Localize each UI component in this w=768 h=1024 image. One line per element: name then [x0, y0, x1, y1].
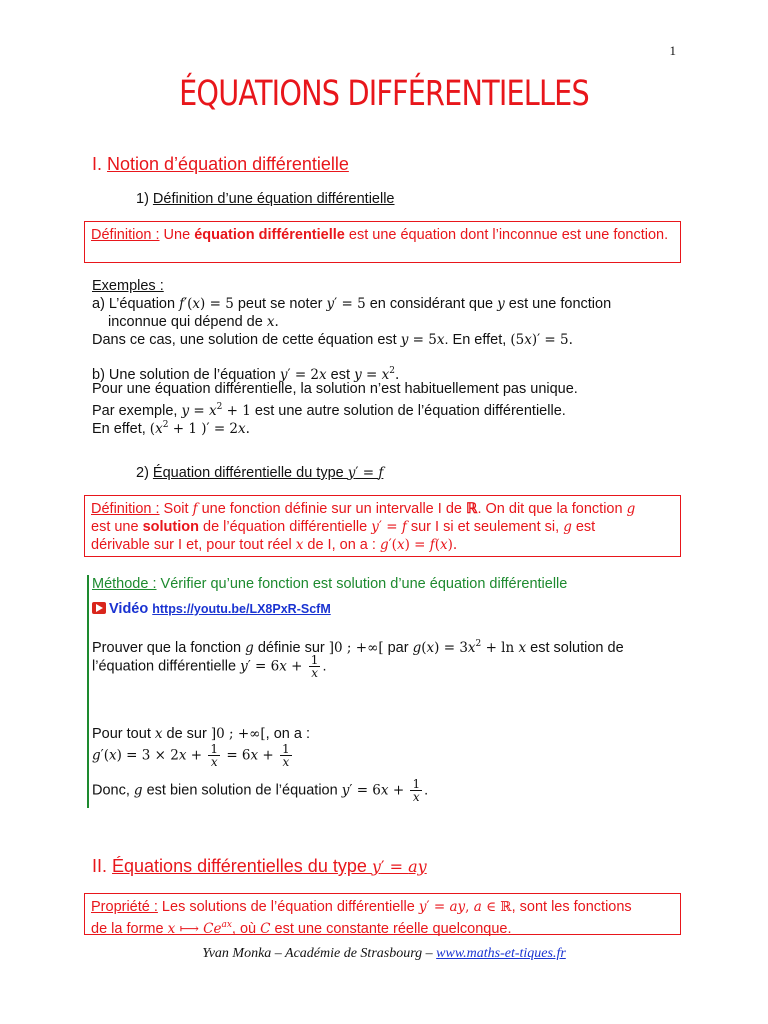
- example-a-line1: a) L’équation f′(x) = 5 peut se noter y′ = 5 en considérant que y est une fonction: [92, 296, 612, 312]
- section-1-heading: I. Notion d’équation différentielle: [92, 154, 349, 174]
- example-b-line1: b) Une solution de l’équation y′ = 2x est $y = x^2$.: [92, 366, 400, 383]
- page-number: 1: [669, 43, 676, 58]
- section-2-heading: II. Équations différentielles du type y′ = ay: [92, 856, 427, 876]
- example-b-line4: En effet, ($x^2 + 1$ )′ = 2x.: [92, 420, 250, 437]
- method-answer-3: Donc, g est bien solution de l’équation y′ = 6x + $\frac{1}{x}$ .: [92, 777, 429, 804]
- footer: Yvan Monka – Académie de Strasbourg – www.maths-et-tiques.fr: [202, 946, 566, 961]
- play-video-icon: [92, 602, 106, 614]
- example-a-line2: inconnue qui dépend de x.: [108, 314, 279, 330]
- method-question-2: l’équation différentielle y′ = 6x + $\frac{1}{x}$ .: [92, 653, 327, 680]
- method-question-1: Prouver que la fonction g définie sur ]0 ; +∞[ par $g(x) = 3x^2 + \ln x$ est solution de: [92, 639, 624, 656]
- example-a-line3: Dans ce cas, une solution de cette équation est y = 5x. En effet, (5x)′ = 5.: [92, 332, 573, 348]
- video-line: Vidéo https://youtu.be/LX8PxR-ScfM: [92, 600, 331, 618]
- examples-label: Exemples :: [92, 278, 164, 294]
- page-title: ÉQUATIONS DIFFÉRENTIELLES: [179, 74, 589, 114]
- definition-box: Définition : Une équation différentielle est une équation dont l’inconnue est une fonction.: [84, 221, 681, 263]
- method-heading: Méthode : Vérifier qu’une fonction est solution d’une équation différentielle: [92, 576, 568, 592]
- example-b-line3: Par exemple, $y = x^2 + 1$ est une autre solution de l’équation différentielle.: [92, 402, 566, 419]
- property-box: Propriété : Les solutions de l’équation différentielle y′ = ay, a ∈ ℝ, sont les fonctions de la forme x ⟼ $Ce^{ax}$, où C est une constante réelle quelconque.: [84, 893, 681, 935]
- video-link[interactable]: https://youtu.be/LX8PxR-ScfM: [152, 602, 331, 616]
- example-b-line2: Pour une équation différentielle, la solution n’est habituellement pas unique.: [92, 381, 578, 397]
- method-answer-2: g′(x) = 3 × 2x + $\frac{1}{x}$ = 6x + $\frac{1}{x}$: [92, 742, 290, 769]
- subsection-1-heading: 1) Définition d’une équation différentielle: [136, 191, 395, 207]
- method-bar: [87, 575, 89, 808]
- method-answer-1: Pour tout x de sur ]0 ; +∞[, on a :: [92, 726, 311, 742]
- website-link[interactable]: www.maths-et-tiques.fr: [436, 946, 566, 961]
- subsection-2-heading: 2) Équation différentielle du type y′ = f: [136, 465, 384, 481]
- definition-2-box: Définition : Soit f une fonction définie sur un intervalle I de ℝ. On dit que la fonction g est une solution de l’équation différentielle y′ = f sur I si et seulement si, g est dérivable sur I et, pour tout réel x de I, on a : g′(x) = f(x).: [84, 495, 681, 557]
